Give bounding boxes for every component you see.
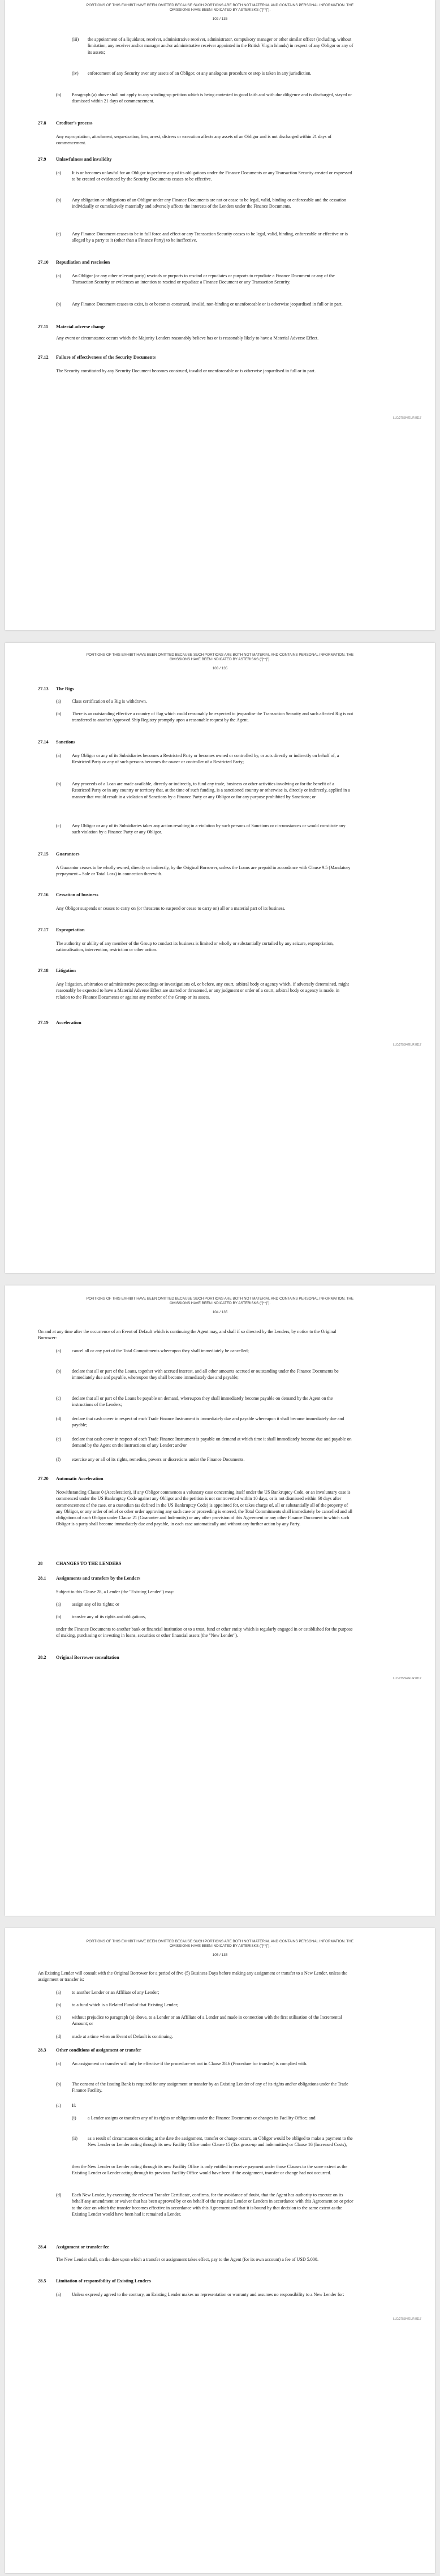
section-number: 27.14 — [38, 739, 49, 745]
clause-label: (e) — [56, 1437, 61, 1442]
section-title: Unlawfulness and invalidity — [56, 157, 112, 162]
clause-text: enforcement of any Security over any assets of an Obligor, or any analogous procedure or step is taken in any jurisdiction. — [88, 71, 312, 76]
section-number: 27.15 — [38, 852, 49, 857]
clause-label: (a) — [56, 2292, 61, 2297]
section-title: Acceleration — [56, 1020, 81, 1025]
clause-label: (i) — [72, 2115, 76, 2121]
clause-label: (b) — [56, 92, 62, 97]
document-page-3 — [5, 1285, 435, 1916]
section-number: 28.5 — [38, 2278, 46, 2283]
section-number: 27.16 — [38, 892, 49, 897]
clause-text: If: — [72, 2103, 76, 2108]
page-header: PORTIONS OF THIS EXHIBIT HAVE BEEN OMITTED BECAUSE SUCH PORTIONS ARE BOTH NOT MATERIAL AND CONTAINS PERSONAL INFORMATION. THE OMISSIONS HAVE BEEN INDICATED BY ASTERISKS ("[**]"). — [86, 1297, 354, 1305]
section-title: Creditor's process — [56, 121, 93, 126]
clause-text: The Security constituted by any Security Document becomes construed, invalid or unenforceable or is otherwise jeopardised in full or in part. — [56, 368, 316, 373]
clause-text: the appointment of a liquidator, receiver, administrative receiver, administrator, compulsory manager or other similar officer (including, without limitation, any receiver and/or manager and/or administrative receiver appointed in the British Virgin Islands) in respect of any Obligor or any of its assets; — [88, 37, 353, 55]
clause-label: (d) — [56, 2034, 62, 2039]
section-number: 27.17 — [38, 927, 49, 932]
page-number: 102 / 135 — [212, 17, 228, 21]
clause-text: An assignment or transfer will only be effective if the procedure set out in Clause 28.6 (Procedure for transfer) is complied with. — [72, 2061, 308, 2066]
section-number: 27.20 — [38, 1476, 49, 1481]
clause-text: Subject to this Clause 28, a Lender (the "Existing Lender") may: — [56, 1589, 175, 1594]
clause-label: (a) — [56, 753, 61, 758]
clause-text: Any event or circumstance occurs which the Majority Lenders reasonably believe has or is reasonably likely to have a Material Adverse Effect. — [56, 336, 319, 341]
clause-text: Any Finance Document ceases to exist, is or becomes construed, invalid, non-binding or unenforceable or is otherwise jeopardised in full or in part. — [72, 302, 343, 307]
clause-text: It is or becomes unlawful for an Obligor to perform any of its obligations under the Finance Documents or any Transaction Security created or expressed to be created or evidenced by the Security Documents ceases to be effective. — [72, 170, 352, 182]
clause-text: Any proceeds of a Loan are made available, directly or indirectly, to fund any trade, business or other activities involving or for the benefit of a Restricted Party or in any country or territory that, at the time of such funding, is a sanctioned country or otherwise is, directly or indirectly, applied in a manner that would result in a violation of Sanctions by a Finance Party or any Obligor or for any purpose prohibited by Sanctions; or — [72, 781, 350, 799]
clause-label: (a) — [56, 2061, 61, 2066]
section-title: Cessation of business — [56, 892, 98, 897]
clause-text: transfer any of its rights and obligations, — [72, 1614, 146, 1619]
clause-label: (d) — [56, 1416, 62, 1421]
section-title: Material adverse change — [56, 324, 106, 329]
page-header: PORTIONS OF THIS EXHIBIT HAVE BEEN OMITTED BECAUSE SUCH PORTIONS ARE BOTH NOT MATERIAL AND CONTAINS PERSONAL INFORMATION. THE OMISSIONS HAVE BEEN INDICATED BY ASTERISKS ("[**]"). — [86, 1939, 354, 1948]
section-title: Guarantors — [56, 852, 80, 857]
clause-text: as a result of circumstances existing at the date the assignment, transfer or change occurs, an Obligor would be obliged to make a payment to the New Lender or Lender acting through its new Facility Office under Clause 15 (Tax gross-up and indemnities) or Clause 16 (Increased Costs), — [88, 2136, 353, 2148]
clause-text: declare that all or part of the Loans, together with accrued interest, and all other amounts accrued or outstanding under the Finance Documents be immediately due and payable, whereupon they shall become immediately due and payable; — [72, 1369, 339, 1381]
clause-text: Unless expressly agreed to the contrary, an Existing Lender makes no representation or warranty and assumes no responsibility to a New Lender for: — [72, 2292, 344, 2297]
section-title: The Rigs — [56, 686, 74, 691]
clause-label: (b) — [56, 2002, 62, 2007]
section-title: Original Borrower consultation — [56, 1655, 119, 1660]
clause-text: cancel all or any part of the Total Commitments whereupon they shall immediately be cancelled; — [72, 1348, 249, 1353]
section-number: 27.12 — [38, 355, 49, 360]
clause-label: (f) — [56, 1457, 61, 1462]
section-number: 28.1 — [38, 1576, 46, 1581]
clause-label: (d) — [56, 2192, 62, 2197]
section-number: 27.10 — [38, 260, 49, 265]
section-number: 27.9 — [38, 157, 46, 162]
section-number: 27.19 — [38, 1020, 49, 1025]
clause-label: (a) — [56, 1602, 61, 1607]
section-title: Repudiation and rescission — [56, 260, 110, 265]
clause-text: Any Obligor or any of its Subsidiaries becomes a Restricted Party or becomes owned or controlled by, or acts directly or indirectly on behalf of, a Restricted Party or any of such persons becomes the owner or controller of a Restricted Party; — [72, 753, 339, 765]
clause-label: (iv) — [72, 71, 79, 76]
clause-text: Class certification of a Rig is withdrawn. — [72, 699, 147, 704]
page-header: PORTIONS OF THIS EXHIBIT HAVE BEEN OMITTED BECAUSE SUCH PORTIONS ARE BOTH NOT MATERIAL AND CONTAINS PERSONAL INFORMATION. THE OMISSIONS HAVE BEEN INDICATED BY ASTERISKS ("[**]"). — [86, 653, 354, 661]
clause-text: exercise any or all of its rights, remedies, powers or discretions under the Finance Documents. — [72, 1457, 245, 1462]
document-page-4 — [5, 1928, 435, 2573]
clause-label: (b) — [56, 197, 62, 203]
clause-text: Each New Lender, by executing the relevant Transfer Certificate, confirms, for the avoidance of doubt, that the Agent has authority to execute on its behalf any amendment or waiver that has been approved by or on behalf of the requisite Lender or Lenders in accordance with this Agreement on or prior to the date on which the transfer becomes effective in accordance with this Agreement and that it is bound by that decision to the same extent as the Existing Lender would have been had it remained a Lender. — [72, 2192, 353, 2217]
clause-label: (ii) — [72, 2136, 77, 2141]
clause-text: Any expropriation, attachment, sequestration, lien, arrest, distress or execution affects any assets of an Obligor and is not discharged within 21 days of commencement. — [56, 134, 332, 146]
clause-text: Any Obligor suspends or ceases to carry on (or threatens to suspend or cease to carry on) all or a material part of its business. — [56, 906, 286, 911]
section-title: Expropriation — [56, 927, 85, 932]
clause-text: then the New Lender or Lender acting through its new Facility Office is only entitled to receive payment under those Clauses to the same extent as the Existing Lender or Lender acting through its previous Facility Office would have been if the assignment, transfer or change had not occurred. — [72, 2164, 348, 2176]
clause-text: The New Lender shall, on the date upon which a transfer or assignment takes effect, pay to the Agent (for its own account) a fee of USD 5.000. — [56, 2257, 318, 2262]
clause-text: to another Lender or an Affiliate of any Lender; — [72, 1990, 159, 1995]
clause-label: (a) — [56, 1990, 61, 1995]
clause-label: (c) — [56, 1396, 61, 1401]
section-number: 28.2 — [38, 1655, 46, 1660]
clause-text: An Obligor (or any other relevant party) rescinds or purports to rescind or repudiates or purports to repudiate a Finance Document or any of the Transaction Security or evidences an intention to rescind or repudiate a Finance Document or any Transaction Security. — [72, 273, 335, 285]
clause-text: declare that cash cover in respect of each Trade Finance Instrument is payable on demand at which time it shall immediately become due and payable on demand by the Agent on the instructions of any Lender; and/or — [72, 1437, 352, 1448]
clause-label: (c) — [56, 823, 61, 828]
clause-text: Any obligation or obligations of an Obligor under any Finance Documents are not or cease to be legal, valid, binding or enforceable and the cessation individually or cumulatively materially and adversely affects the interests of the Lenders under the Finance Documents. — [72, 197, 347, 209]
page-header: PORTIONS OF THIS EXHIBIT HAVE BEEN OMITTED BECAUSE SUCH PORTIONS ARE BOTH NOT MATERIAL AND CONTAINS PERSONAL INFORMATION. THE OMISSIONS HAVE BEEN INDICATED BY ASTERISKS ("[**]"). — [86, 3, 354, 12]
clause-text: declare that all or part of the Loans be payable on demand, whereupon they shall immediately become payable on demand by the Agent on the instructions of the Lenders; — [72, 1396, 333, 1408]
section-title: Limitation of responsibility of Existing Lenders — [56, 2278, 151, 2283]
page-footer-ref: LLC/2753/4/EUR 8117 — [393, 1043, 421, 1047]
page-footer-ref: LLC/2753/4/EUR 8117 — [393, 2317, 421, 2321]
clause-text: Any Obligor or any of its Subsidiaries takes any action resulting in a violation by such persons of Sanctions or circumstances or would constitute any such violation by a Finance Party or any Obligor. — [72, 823, 346, 835]
section-number: 27.18 — [38, 968, 49, 973]
section-number: 28 — [38, 1561, 43, 1566]
clause-label: (b) — [56, 2082, 62, 2087]
clause-label: (b) — [56, 781, 62, 786]
clause-text: a Lender assigns or transfers any of its rights or obligations under the Finance Documents or changes its Facility Office; and — [88, 2115, 316, 2121]
clause-text: Any Finance Document ceases to be in full force and effect or any Transaction Security ceases to be legal, valid, binding, enforceable or effective or is alleged by a party to it (other than a Finance Party) to be ineffective. — [72, 231, 348, 243]
document-page-1 — [5, 0, 435, 630]
clause-text: Paragraph (a) above shall not apply to any winding-up petition which is being contested in good faith and with due diligence and is discharged, stayed or dismissed within 21 days of commencement. — [72, 92, 352, 104]
clause-text: made at a time when an Event of Default is continuing. — [72, 2034, 173, 2039]
page-footer-ref: LLC/2753/4/EUR 8117 — [393, 416, 421, 420]
page-footer-ref: LLC/2753/4/EUR 8117 — [393, 1677, 421, 1680]
clause-text: Any litigation, arbitration or administrative proceedings or investigations of, or before, any court, arbitral body or agency which, if adversely determined, might reasonably be expected to have a Material Adverse Effect are started or threatened, or any judgment or order of a court, arbitral body or agency is made, in relation to the Finance Documents or against any member of the Group or its assets. — [56, 982, 350, 1000]
clause-text: Notwithstanding Clause 0 (Acceleration), if any Obligor commences a voluntary case concerning itself under the US Bankruptcy Code, or an involuntary case is commenced under the US Bankruptcy Code against any Obligor and the petition is not controverted within 10 days, or is not dismissed within 60 days after commencement of the case, or a custodian (as defined in the US Bankruptcy Code) is appointed for, or takes charge of, all or substantially all of the property of any Obligor, or any order of relief or other order approving any such case or proceeding is entered, the Total Commitments shall immediately be cancelled and all obligations of each Obligor under Clause 21 (Guarantee and Indemnity) or any other provision of this Agreement or any other Finance Document to which such Obligor is a party shall become immediately due and payable, in each case automatically and without any further action by any Party. — [56, 1490, 352, 1527]
document-page-2 — [5, 643, 435, 1273]
section-title: Assignments and transfers by the Lenders — [56, 1576, 141, 1581]
clause-text: The authority or ability of any member of the Group to conduct its business is limited or wholly or substantially curtailed by any seizure, expropriation, nationalisation, intervention, restriction or other action. — [56, 941, 334, 953]
clause-label: (a) — [56, 1348, 61, 1353]
section-title: Automatic Acceleration — [56, 1476, 103, 1481]
clause-label: (b) — [56, 302, 62, 307]
clause-label: (c) — [56, 2015, 61, 2020]
clause-text: assign any of its rights; or — [72, 1602, 119, 1607]
section-title: Failure of effectiveness of the Security Documents — [56, 355, 156, 360]
section-number: 28.3 — [38, 2048, 46, 2053]
page-number: 104 / 135 — [212, 1310, 228, 1314]
clause-label: (a) — [56, 273, 61, 278]
page-number: 105 / 135 — [212, 1953, 228, 1957]
clause-label: (a) — [56, 699, 61, 704]
section-number: 27.8 — [38, 121, 46, 126]
clause-label: (b) — [56, 711, 62, 716]
clause-label: (c) — [56, 2103, 61, 2108]
page-number: 103 / 135 — [212, 666, 228, 670]
section-title: Litigation — [56, 968, 76, 973]
clause-text: under the Finance Documents to another bank or financial institution or to a trust, fund or other entity which is regularly engaged in or established for the purpose of making, purchasing or investing in loans, securities or other financial assets (the "New Lender"). — [56, 1627, 353, 1639]
clause-text: On and at any time after the occurrence of an Event of Default which is continuing the Agent may, and shall if so directed by the Lenders, by notice to the Original Borrower: — [38, 1329, 337, 1341]
clause-text: An Existing Lender will consult with the Original Borrower for a period of five (5) Business Days before making any assignment or transfer to a New Lender, unless the assignment or transfer is: — [38, 1971, 347, 1982]
clause-text: The consent of the Issuing Bank is required for any assignment or transfer by an Existing Lender of any of its rights and/or obligations under the Trade Finance Facility. — [72, 2082, 348, 2093]
section-title: Other conditions of assignment or transfer — [56, 2048, 141, 2053]
section-title: CHANGES TO THE LENDERS — [56, 1561, 122, 1566]
clause-text: without prejudice to paragraph (a) above, to a Lender or an Affiliate of a Lender and made in connection with the first utilisation of the Incremental Amount; or — [72, 2015, 342, 2027]
section-number: 27.11 — [38, 324, 49, 329]
clause-text: declare that cash cover in respect of each Trade Finance Instrument is immediately due and payable whereupon it shall become immediately due and payable; — [72, 1416, 344, 1428]
clause-label: (c) — [56, 231, 61, 236]
section-number: 27.13 — [38, 686, 49, 691]
clause-label: (b) — [56, 1369, 62, 1374]
section-title: Assignment or transfer fee — [56, 2244, 109, 2250]
section-number: 28.4 — [38, 2244, 46, 2250]
clause-text: A Guarantor ceases to be wholly owned, directly or indirectly, by the Original Borrower, unless the Loans are prepaid in accordance with Clause 9.5 (Mandatory prepayment – Sale or Total Loss) in connection therewith. — [56, 865, 351, 877]
clause-label: (iii) — [72, 37, 79, 42]
clause-label: (b) — [56, 1614, 62, 1619]
section-title: Sanctions — [56, 739, 76, 745]
clause-text: to a fund which is a Related Fund of that Existing Lender; — [72, 2002, 179, 2007]
clause-text: There is an outstanding effective a country of flag which could reasonably be expected to jeopardise the Transaction Security and such affected Rig is not transferred to another Approved Ship Registry promptly upon a reasonable request by the Agent. — [72, 711, 353, 723]
clause-label: (a) — [56, 170, 61, 175]
